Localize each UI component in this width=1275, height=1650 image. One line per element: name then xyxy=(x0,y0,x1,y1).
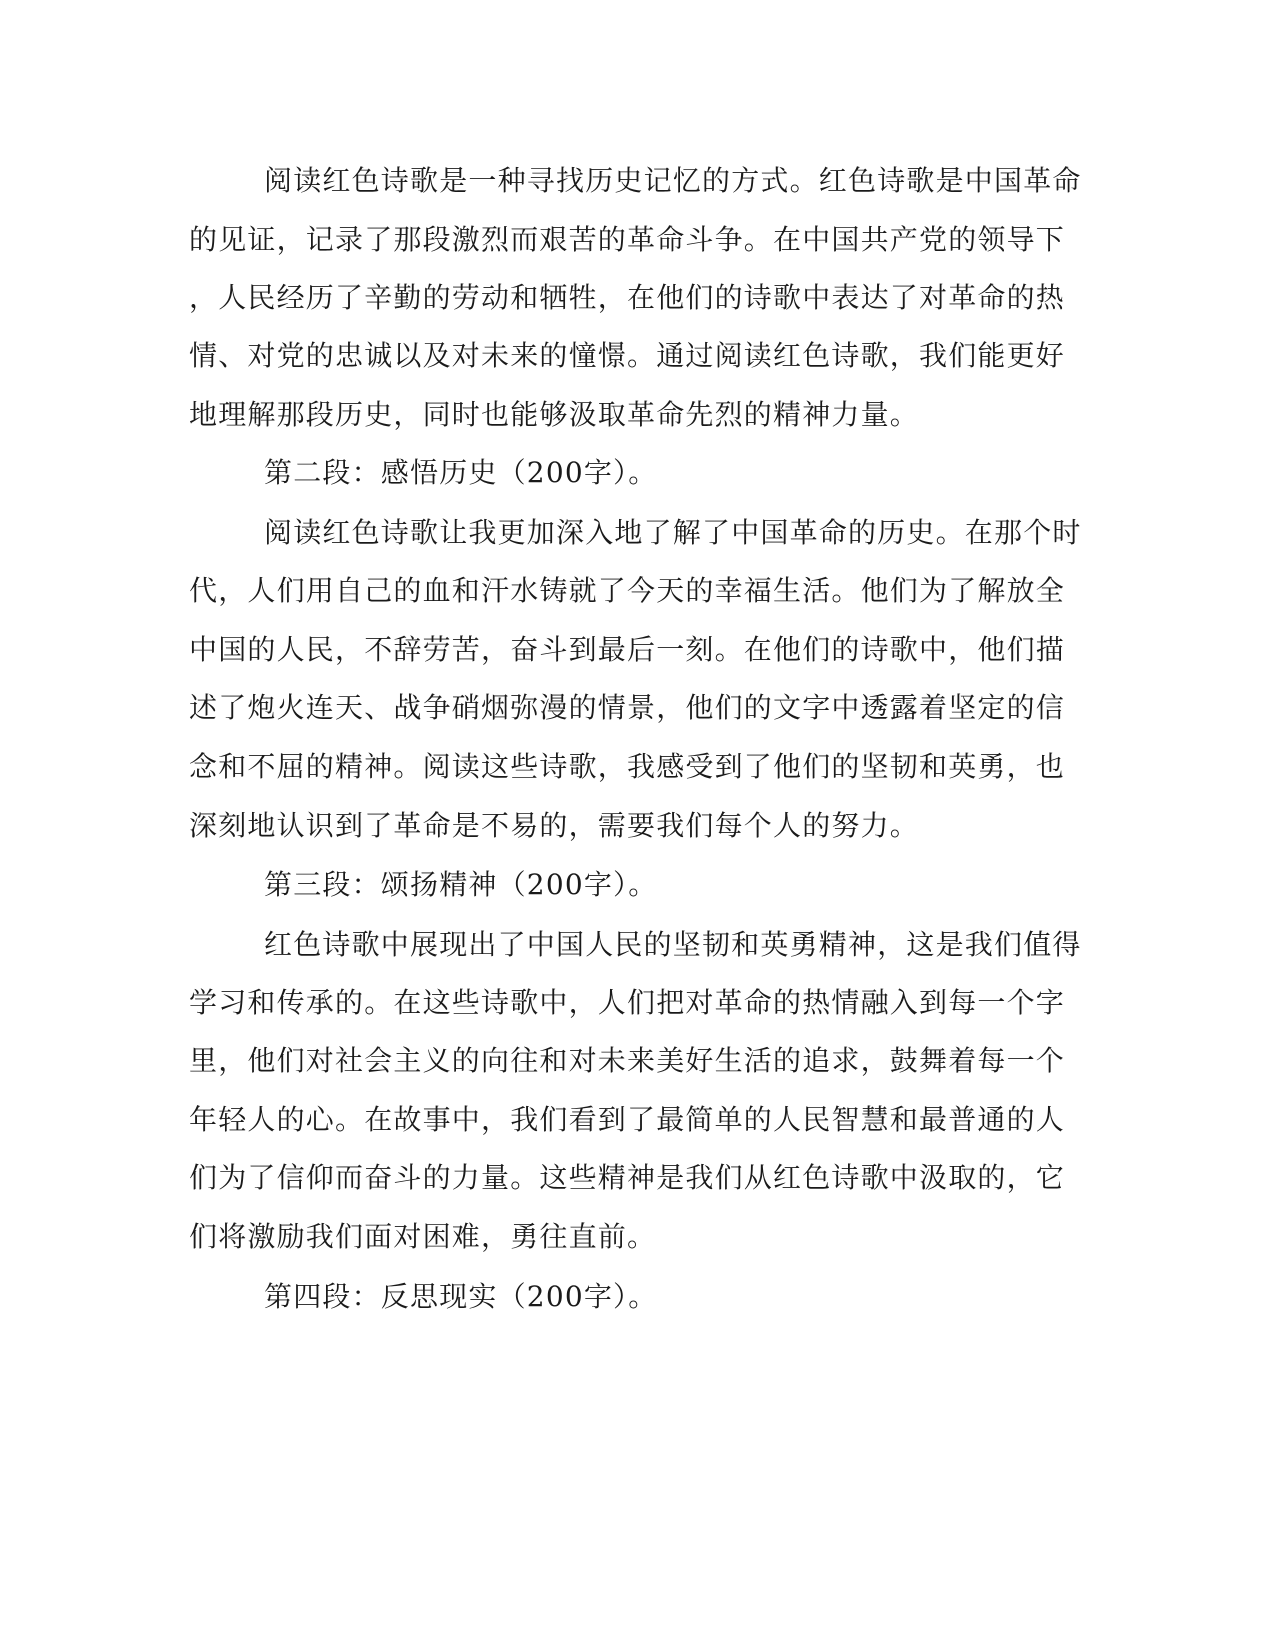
paragraph-2-line-4: 述了炮火连天、战争硝烟弥漫的情景，他们的文字中透露着坚定的信 xyxy=(189,691,1066,724)
paragraph-1-line-5: 地理解那段历史，同时也能够汲取革命先烈的精神力量。 xyxy=(189,398,920,431)
paragraph-2-line-1: 阅读红色诗歌让我更加深入地了解了中国革命的历史。在那个时 xyxy=(264,516,1082,549)
section-heading-2: 第二段：感悟历史（200字）。 xyxy=(264,456,658,489)
paragraph-2-line-3: 中国的人民，不辞劳苦，奋斗到最后一刻。在他们的诗歌中，他们描 xyxy=(189,633,1066,666)
paragraph-1-line-3: ，人民经历了辛勤的劳动和牺牲，在他们的诗歌中表达了对革命的热 xyxy=(189,281,1066,314)
paragraph-3-line-5: 们为了信仰而奋斗的力量。这些精神是我们从红色诗歌中汲取的，它 xyxy=(189,1161,1066,1194)
paragraph-2-line-6: 深刻地认识到了革命是不易的，需要我们每个人的努力。 xyxy=(189,809,920,842)
paragraph-3-line-1: 红色诗歌中展现出了中国人民的坚韧和英勇精神，这是我们值得 xyxy=(264,928,1082,961)
paragraph-2-line-5: 念和不屈的精神。阅读这些诗歌，我感受到了他们的坚韧和英勇，也 xyxy=(189,750,1066,783)
paragraph-1-line-4: 情、对党的忠诚以及对未来的憧憬。通过阅读红色诗歌，我们能更好 xyxy=(189,339,1066,372)
paragraph-1-line-2: 的见证，记录了那段激烈而艰苦的革命斗争。在中国共产党的领导下 xyxy=(189,223,1066,256)
paragraph-3-line-6: 们将激励我们面对困难，勇往直前。 xyxy=(189,1220,657,1253)
paragraph-3-line-2: 学习和传承的。在这些诗歌中，人们把对革命的热情融入到每一个字 xyxy=(189,986,1066,1019)
section-heading-4: 第四段：反思现实（200字）。 xyxy=(264,1280,658,1313)
paragraph-2-line-2: 代，人们用自己的血和汗水铸就了今天的幸福生活。他们为了解放全 xyxy=(189,574,1066,607)
section-heading-3: 第三段：颂扬精神（200字）。 xyxy=(264,868,658,901)
paragraph-1-line-1: 阅读红色诗歌是一种寻找历史记忆的方式。红色诗歌是中国革命 xyxy=(264,164,1082,197)
paragraph-3-line-3: 里，他们对社会主义的向往和对未来美好生活的追求，鼓舞着每一个 xyxy=(189,1044,1066,1077)
paragraph-3-line-4: 年轻人的心。在故事中，我们看到了最简单的人民智慧和最普通的人 xyxy=(189,1103,1066,1136)
